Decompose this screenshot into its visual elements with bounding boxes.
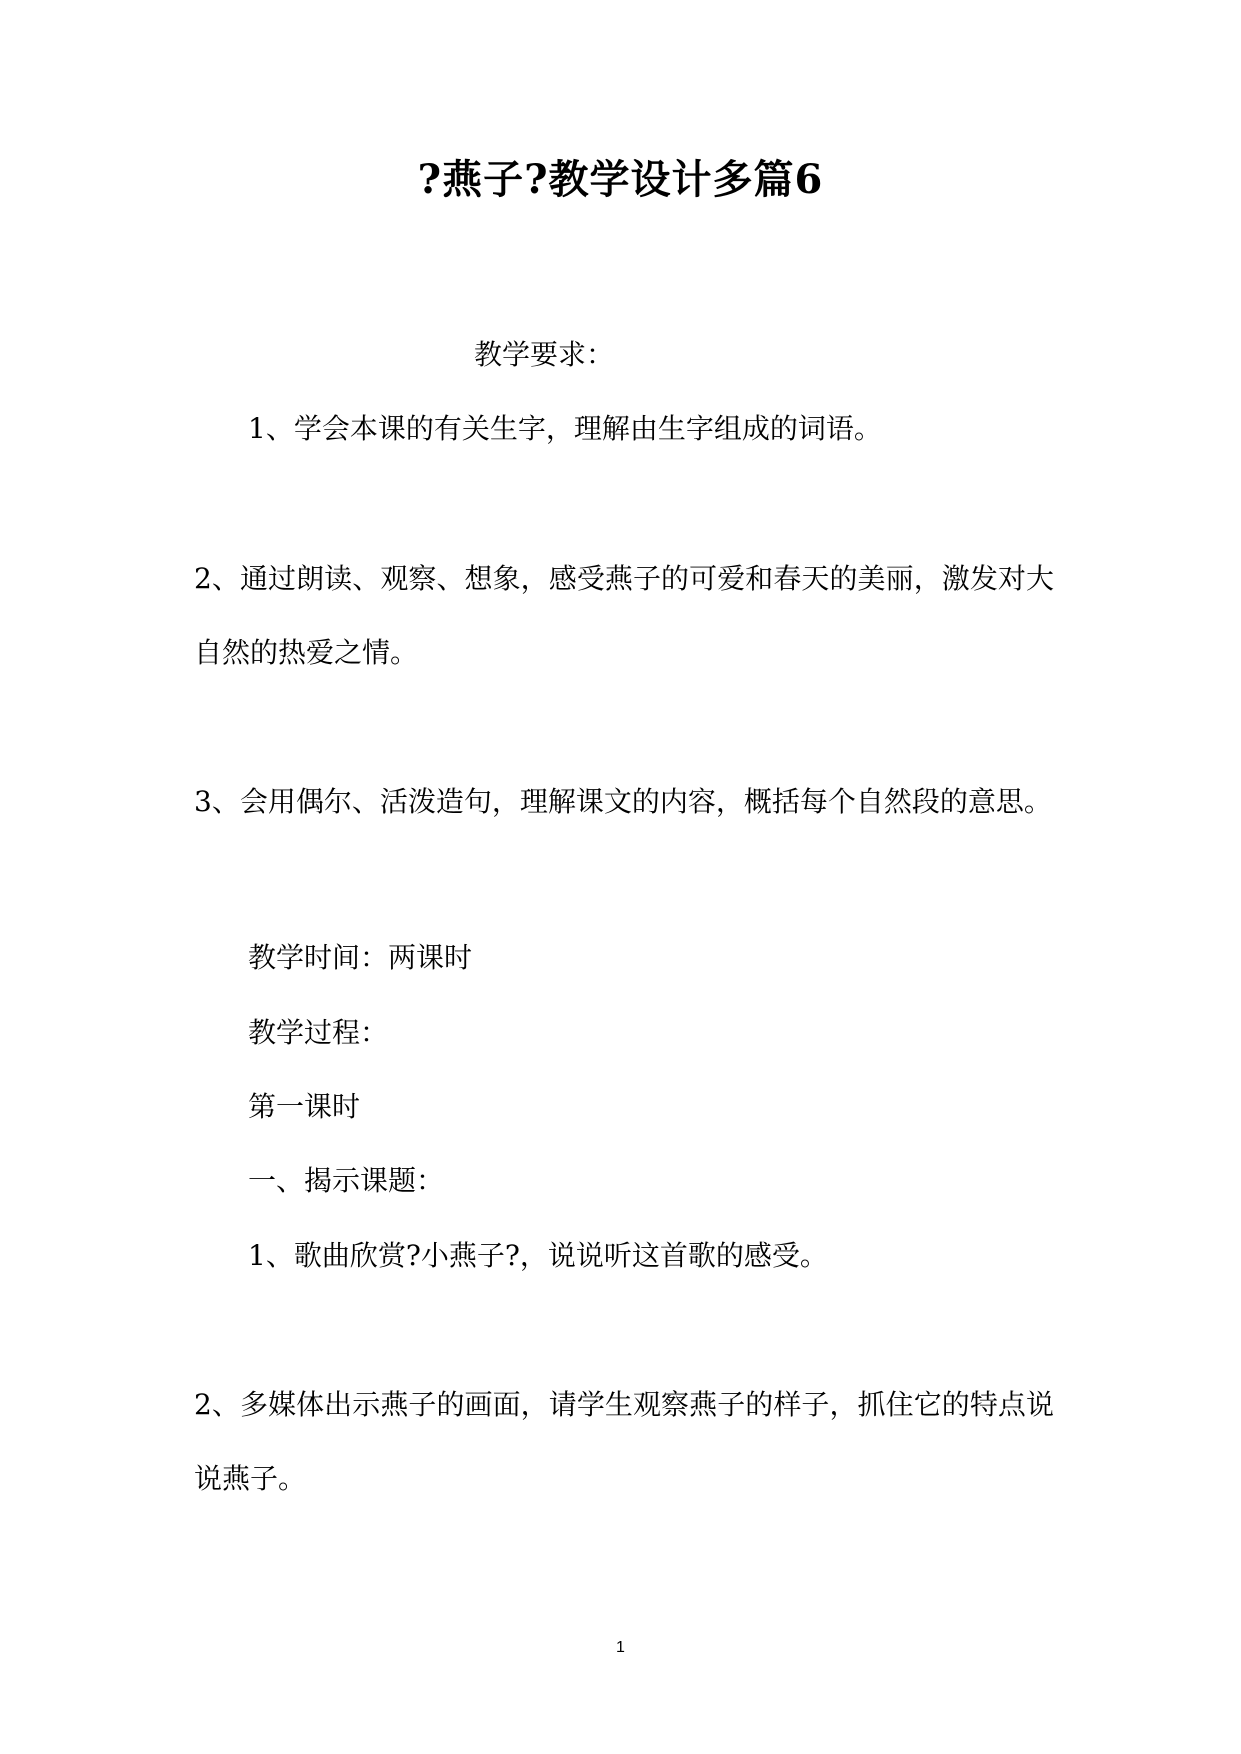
lesson-heading: 第一课时 [248, 1090, 361, 1123]
requirement-3: 3、会用偶尔、活泼造句，理解课文的内容，概括每个自然段的意思。 [194, 785, 1052, 818]
process-heading: 教学过程： [248, 1016, 389, 1049]
step-2: 2、多媒体出示燕子的画面，请学生观察燕子的样子，抓住它的特点说说燕子。 [194, 1388, 1054, 1495]
requirement-1: 1、学会本课的有关生字，理解由生字组成的词语。 [248, 412, 882, 445]
requirements-heading: 教学要求： [474, 338, 615, 371]
step-1: 1、歌曲欣赏?小燕子?，说说听这首歌的感受。 [248, 1239, 828, 1272]
part-heading: 一、揭示课题： [248, 1164, 445, 1197]
document-title: ?燕子?教学设计多篇6 [417, 156, 824, 203]
page-number: 1 [616, 1639, 625, 1656]
requirement-2: 2、通过朗读、观察、想象，感受燕子的可爱和春天的美丽，激发对大自然的热爱之情。 [194, 562, 1054, 669]
teaching-time: 教学时间：两课时 [248, 941, 473, 974]
